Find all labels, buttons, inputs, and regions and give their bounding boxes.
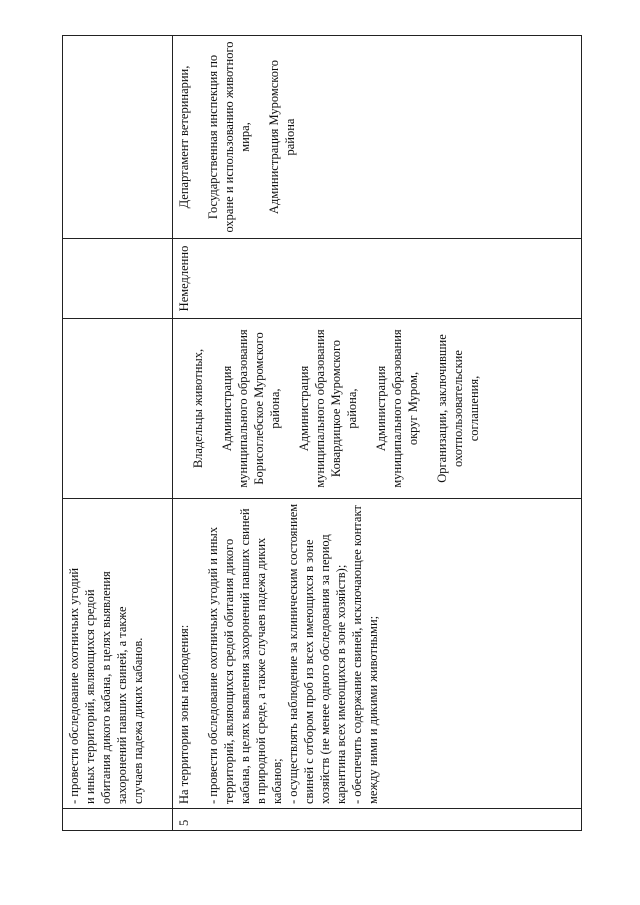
measure-item: - осуществлять наблюдение за клиническим состоянием свиней с отбором проб из всех имеющихся в зоне хозяйств (не менее одного обследования за период карантина всех имеющихся в зоне хозяйств); (286, 503, 349, 804)
row-number-cell: 5 (173, 809, 582, 831)
responsible-list (176, 40, 298, 234)
measure-cell (63, 499, 173, 809)
executor-item: Администрация муниципального образования округ Муром, (374, 329, 421, 488)
executor-item: Организации, заключившие охотпользовательские соглашения, (435, 334, 482, 483)
measure-text (66, 503, 146, 804)
responsible-item: Администрация Муромского района (267, 59, 298, 215)
executor-cell (173, 319, 582, 499)
executor-list (190, 323, 482, 494)
measure-item: - провести обследование охотничьих угодий и иных территорий, являющихся средой обитания дикого кабана, в целях выявления захоронений павших свиней в природной среде, а также случаев падежа диких кабанов; (206, 508, 285, 804)
executor-item: Владельцы животных, (191, 348, 206, 469)
page-content (62, 36, 582, 831)
responsible-cell (173, 36, 582, 239)
measure-line: захоронений павших свиней, а также (115, 606, 129, 804)
executor-cell (63, 319, 173, 499)
responsible-cell (63, 36, 173, 239)
measure-item: - обеспечить содержание свиней, исключающее контакт между ними и дикими животными; (350, 505, 381, 804)
responsible-item: Государственная инспекция по охране и использованию животного мира, (206, 41, 253, 233)
measure-line: обитания дикого кабана, в целях выявления (99, 571, 113, 804)
term-cell (63, 239, 173, 319)
measure-heading: На территории зоны наблюдения: (177, 624, 192, 804)
executor-item: Администрация муниципального образования Ковардицкое Муромского района, (297, 329, 360, 488)
term-cell: Немедленно (173, 239, 582, 319)
table-row (63, 36, 173, 831)
measure-line: случаев падежа диких кабанов. (131, 637, 145, 804)
measures-table (62, 35, 582, 831)
measure-line: и иных территорий, являющихся средой (83, 589, 97, 804)
executor-item: Администрация муниципального образования Борисоглебское Муромского района, (220, 329, 283, 488)
row-number-cell (63, 809, 173, 831)
responsible-item: Департамент ветеринарии, (177, 65, 192, 209)
table-row (173, 36, 582, 831)
measure-line: - провести обследование охотничьих угодий (67, 567, 81, 804)
measure-cell (173, 499, 582, 809)
rotated-page (62, 36, 582, 831)
